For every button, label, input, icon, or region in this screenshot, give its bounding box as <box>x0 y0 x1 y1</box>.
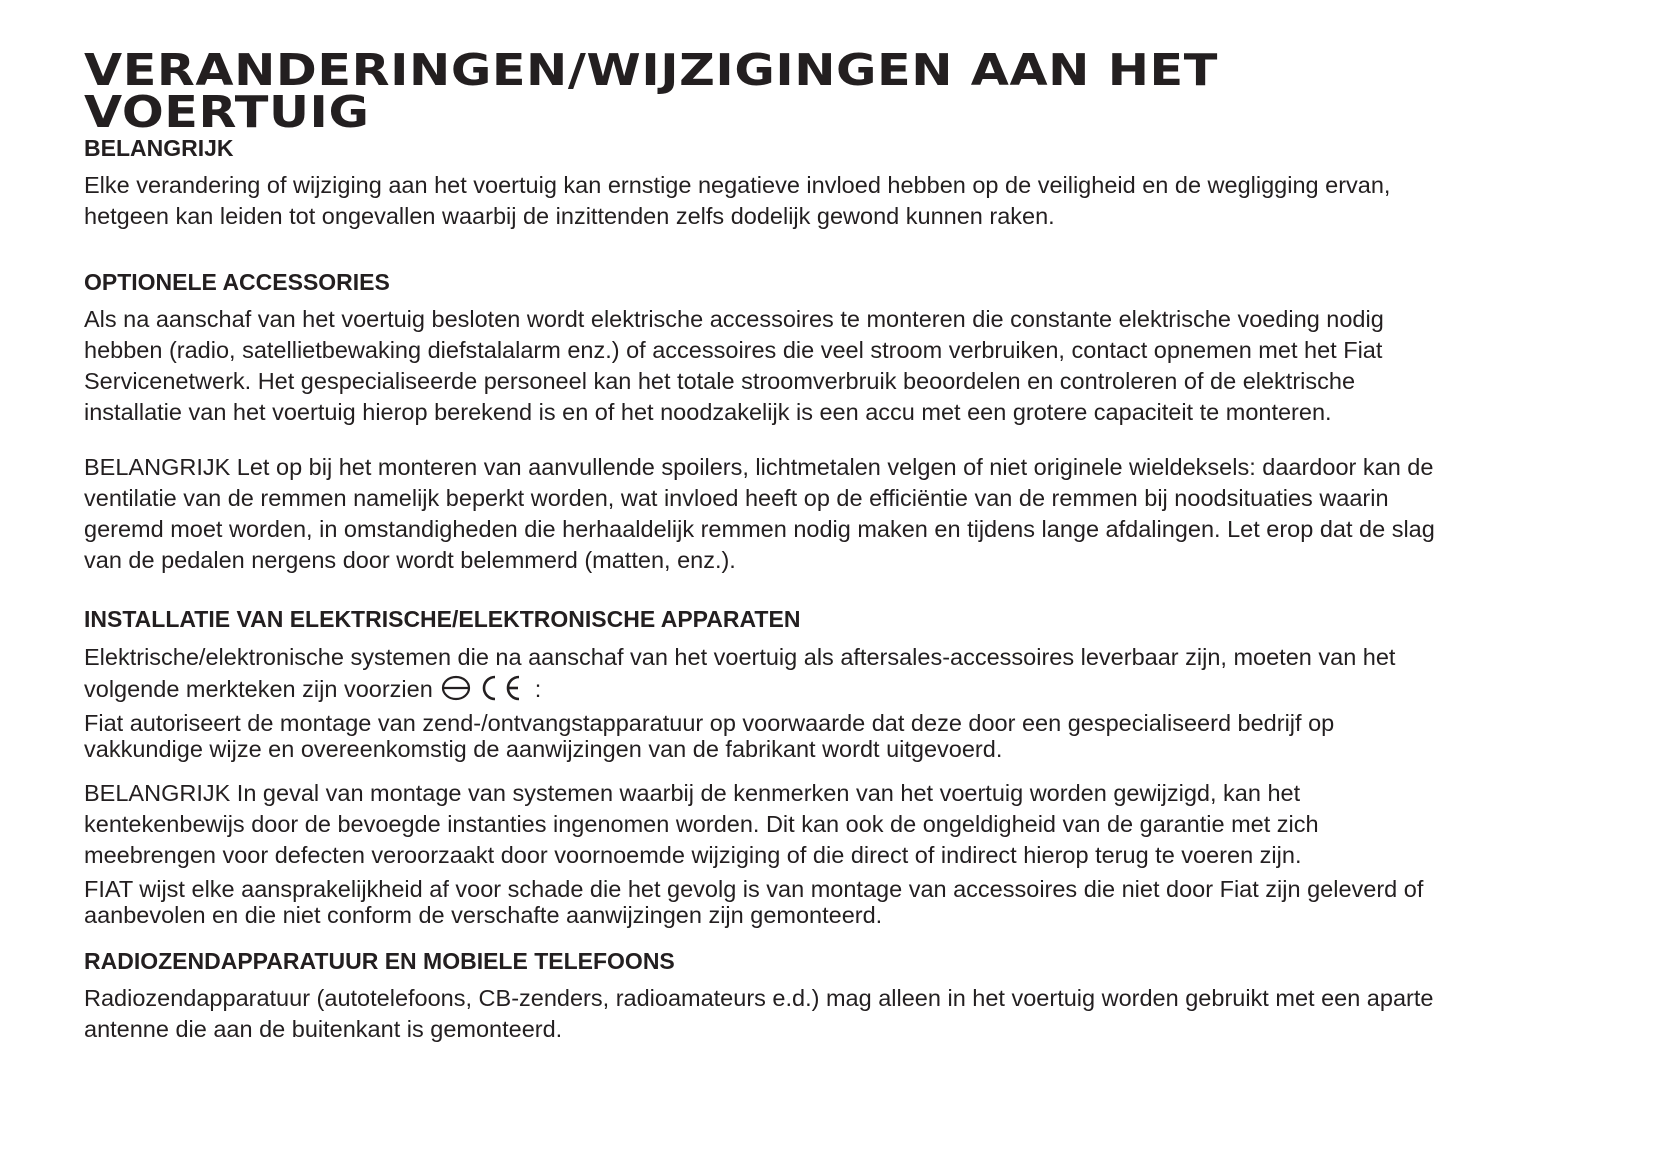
page-title: VERANDERINGEN/WIJZIGINGEN AAN HET VOERTUIG <box>84 45 1218 138</box>
heading-optionele-accessories: OPTIONELE ACCESSORIES <box>84 269 390 295</box>
e-mark-and-ce-icon <box>441 673 535 703</box>
paragraph-accessories-1: Als na aanschaf van het voertuig besloten wordt elektrische accessoires te monteren die constante elektrische voeding nodig hebben (radio, satellietbewaking diefstalalarm enz.) of accessoires die veel stroom verbruiken, contact opnemen met het Fiat Servicenetwerk. Het gespecialiseerde personeel kan het totale stroomverbruik beoordelen en controleren of de elektrische installatie van het voertuig hierop berekend is en of het noodzakelijk is een accu met een grotere capaciteit te monteren. <box>84 306 1384 425</box>
paragraph-installatie-2: Fiat autoriseert de montage van zend-/ontvangstapparatuur op voorwaarde dat deze door een gespecialiseerd bedrijf op vakkundige wijze en overeenkomstig de aanwijzingen van de fabrikant wordt uitgevoerd. <box>84 710 1335 762</box>
heading-radiozendapparatuur: RADIOZENDAPPARATUUR EN MOBIELE TELEFOONS <box>84 948 675 974</box>
paragraph-installatie-1-colon: : <box>534 676 542 702</box>
paragraph-belangrijk: Elke verandering of wijziging aan het voertuig kan ernstige negatieve invloed hebben op de veiligheid en de wegligging ervan, hetgeen kan leiden tot ongevallen waarbij de inzittenden zelfs dodelijk gewond kunnen raken. <box>84 172 1391 229</box>
paragraph-installatie-4: FIAT wijst elke aansprakelijkheid af voor schade die het gevolg is van montage van accessoires die niet door Fiat zijn geleverd of aanbevolen en die niet conform de verschafte aanwijzingen zijn gemonteerd. <box>84 876 1424 928</box>
approval-marks <box>441 673 535 711</box>
heading-installatie: INSTALLATIE VAN ELEKTRISCHE/ELEKTRONISCHE APPARATEN <box>84 606 801 632</box>
paragraph-accessories-2: BELANGRIJK Let op bij het monteren van aanvullende spoilers, lichtmetalen velgen of niet originele wieldeksels: daardoor kan de ventilatie van de remmen namelijk beperkt worden, wat invloed heeft op de efficiëntie van de remmen bij noodsituaties waarin geremd moet worden, in omstandigheden die herhaaldelijk remmen nodig maken en tijdens lange afdalingen. Let erop dat de slag van de pedalen nergens door wordt belemmerd (matten, enz.). <box>84 454 1435 573</box>
paragraph-radio: Radiozendapparatuur (autotelefoons, CB-zenders, radioamateurs e.d.) mag alleen in het voertuig worden gebruikt met een aparte antenne die aan de buitenkant is gemonteerd. <box>84 985 1434 1042</box>
e-mark-icon <box>443 677 469 699</box>
paragraph-installatie-1-text: Elektrische/elektronische systemen die na aanschaf van het voertuig als aftersales-accessoires leverbaar zijn, moeten van het volgende merkteken zijn voorzien <box>84 644 1396 702</box>
heading-belangrijk: BELANGRIJK <box>84 135 234 161</box>
paragraph-installatie-3: BELANGRIJK In geval van montage van systemen waarbij de kenmerken van het voertuig worden gewijzigd, kan het kentekenbewijs door de bevoegde instanties ingenomen worden. Dit kan ook de ongeldigheid van de garantie met zich meebrengen voor defecten veroorzaakt door voornoemde wijziging of die direct of indirect hierop terug te voeren zijn. <box>84 780 1319 868</box>
paragraph-installatie-1 <box>84 642 1444 711</box>
ce-mark-icon <box>484 677 519 699</box>
